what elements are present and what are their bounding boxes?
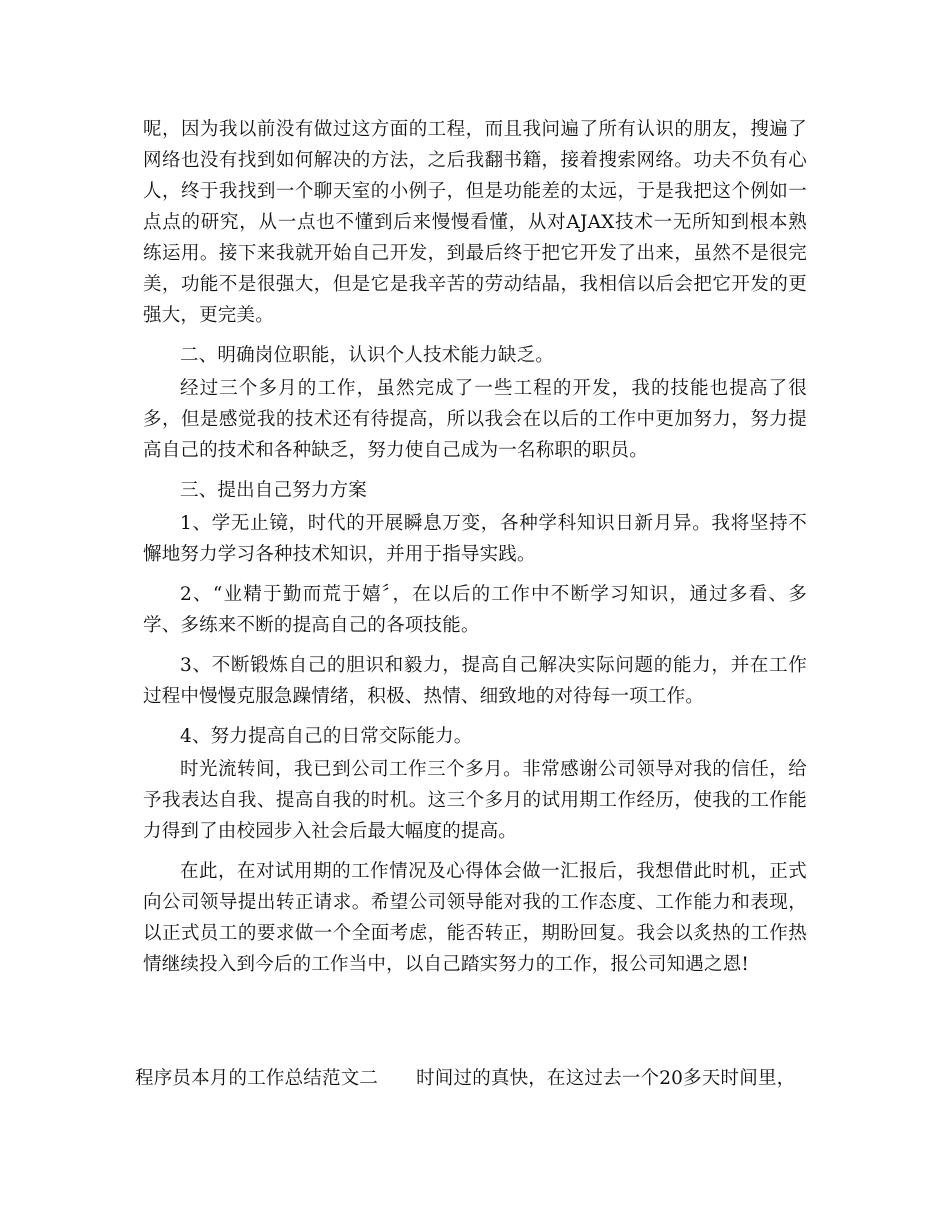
plan-item-4: 4、努力提高自己的日常交际能力。 [180,726,473,747]
document-body [143,114,807,989]
plan-item-3: 3、不断锻炼自己的胆识和毅力，提高自己解决实际问题的能力，并在工作过程中慢慢克服急躁情绪，积极、热情、细致地的对待每一项工作。 [143,655,807,707]
section-two-start [135,1063,815,1094]
paragraph-skill-gap: 经过三个多月的工作，虽然完成了一些工程的开发，我的技能也提高了很多，但是感觉我的技术还有待提高，所以我会在以后的工作中更加努力，努力提高自己的技术和各种缺乏，努力使自己成为一名称职的职员。 [143,378,807,461]
heading-improvement-plan: 三、提出自己努力方案 [180,480,368,501]
heading-job-duties: 二、明确岗位职能，认识个人技术能力缺乏。 [180,345,555,366]
paragraph-project-experience: 呢，因为我以前没有做过这方面的工程，而且我问遍了所有认识的朋友，搜遍了网络也没有找到如何解决的方法，之后我翻书籍，接着搜索网络。功夫不负有心人，终于我找到一个聊天室的小例子，但是功能差的太远，于是我把这个例如一点点的研究，从一点也不懂到后来慢慢看懂，从对AJAX技术一无所知到根本熟练运用。接下来我就开始自己开发，到最后终于把它开发了出来，虽然不是很完美，功能不是很强大，但是它是我辛苦的劳动结晶，我相信以后会把它开发的更强大，更完美。 [143,119,807,326]
paragraph-gratitude: 时光流转间，我已到公司工作三个多月。非常感谢公司领导对我的信任，给予我表达自我、提高自我的时机。这三个多月的试用期工作经历，使我的工作能力得到了由校园步入社会后最大幅度的提高。 [143,759,807,842]
section-title: 程序员本月的工作总结范文二 [135,1068,379,1089]
section-intro: 时间过的真快，在这过去一个20多天时间里， [416,1068,796,1089]
plan-item-2: 2、“业精于勤而荒于嬉〞，在以后的工作中不断学习知识，通过多看、多学、多练来不断的提高自己的各项技能。 [143,584,807,636]
paragraph-promotion-request: 在此，在对试用期的工作情况及心得体会做一汇报后，我想借此时机，正式向公司领导提出转正请求。希望公司领导能对我的工作态度、工作能力和表现，以正式员工的要求做一个全面考虑，能否转正，期盼回复。我会以炙热的工作热情继续投入到今后的工作当中，以自己踏实努力的工作，报公司知遇之恩! [143,861,807,975]
plan-item-1: 1、学无止镜，时代的开展瞬息万变，各种学科知识日新月异。我将坚持不懈地努力学习各种技术知识，并用于指导实践。 [143,513,807,565]
